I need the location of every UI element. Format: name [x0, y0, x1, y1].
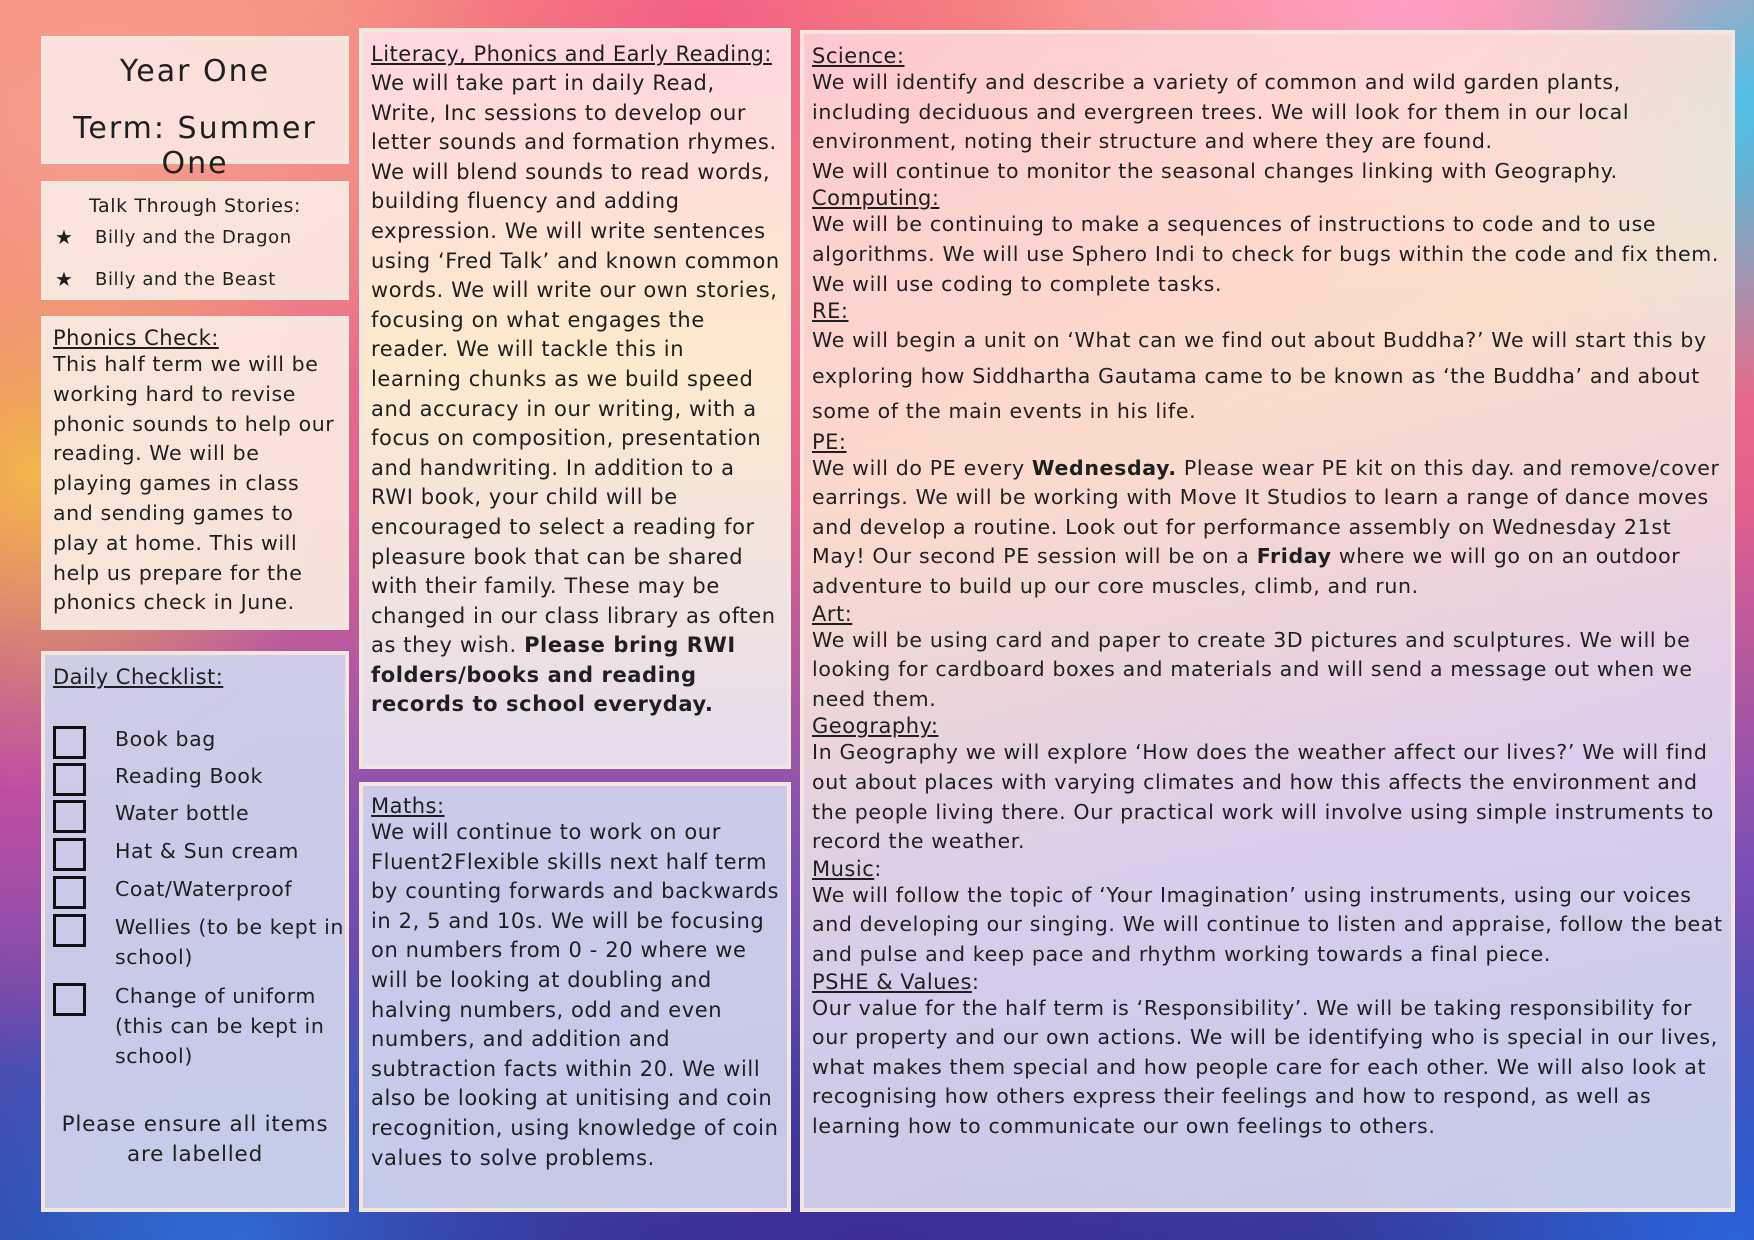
- pshe-colon: :: [971, 969, 979, 994]
- maths-panel: [359, 782, 791, 1212]
- pshe-text: Our value for the half term is ‘Responsibility’. We will be taking responsibility for our property and our own actions. We will be identifying who is special in our lives, what makes them special and how people care for each other. We will also look at recognising how others express their feelings and how to respond, as well as learning how to communicate our own feelings to others.: [812, 995, 1718, 1138]
- checklist-heading: Daily Checklist:: [53, 665, 224, 689]
- checkbox[interactable]: [53, 726, 86, 759]
- checklist-panel: [41, 651, 349, 1212]
- pshe-section: [812, 970, 1727, 1142]
- pshe-heading: PSHE & Values: [812, 969, 972, 994]
- maths-heading: Maths:: [371, 794, 445, 818]
- story-item: [55, 225, 292, 249]
- pe-day-2: Friday: [1256, 544, 1332, 569]
- title-panel: [41, 36, 349, 181]
- computing-section: [812, 186, 1727, 299]
- story-label: Billy and the Beast: [95, 268, 276, 290]
- pe-heading: PE:: [812, 429, 847, 454]
- checkbox[interactable]: [53, 876, 86, 909]
- checkbox[interactable]: [53, 838, 86, 871]
- story-item: [55, 267, 276, 291]
- literacy-text: [371, 69, 781, 720]
- art-section: [812, 602, 1727, 715]
- checklist-item[interactable]: [53, 912, 345, 969]
- phonics-text: This half term we will be working hard to revise phonic sounds to help our reading. We will be playing games in class and sending games to play at home. This will help us prepare for the phonics check in June.: [53, 352, 335, 615]
- literacy-body: We will take part in daily Read, Write, Inc sessions to develop our letter sounds and formation rhymes. We will blend sounds to read words, building fluency and adding expression. We will write sentences using ‘Fred Talk’ and known common words. We will write our own stories, focusing on what engages the reader. We will tackle this in learning chunks as we build speed and accuracy in our writing, with a focus on composition, presentation and handwriting. In addition to a RWI book, your child will be encouraged to select a reading for pleasure book that can be shared with their family. These may be changed in our class library as often as they wish.: [371, 71, 780, 658]
- checklist-item[interactable]: [53, 981, 325, 1068]
- checkbox[interactable]: [53, 914, 86, 947]
- science-text-2: We will continue to monitor the seasonal changes linking with Geography.: [812, 158, 1618, 183]
- phonics-heading: Phonics Check:: [53, 326, 219, 350]
- checklist-label: Change of uniform (this can be kept in school): [115, 984, 325, 1068]
- term-title: Term: Summer One: [73, 111, 317, 181]
- pe-day-1: Wednesday.: [1031, 455, 1177, 480]
- checkbox[interactable]: [53, 763, 86, 796]
- science-text: We will identify and describe a variety of common and wild garden plants, including deciduous and evergreen trees. We will look for them in our local environment, noting their structure and where they are found.: [812, 70, 1630, 154]
- computing-heading: Computing:: [812, 186, 940, 211]
- music-section: [812, 857, 1727, 970]
- stories-panel: [41, 181, 349, 300]
- checklist-label: Reading Book: [115, 764, 263, 788]
- checklist-label: Coat/Waterproof: [115, 877, 293, 901]
- music-colon: :: [874, 856, 882, 881]
- re-heading: RE:: [812, 299, 849, 324]
- science-section: [812, 44, 1727, 186]
- pe-text: [812, 454, 1727, 602]
- checklist-label: Wellies (to be kept in school): [115, 915, 345, 969]
- literacy-heading: Literacy, Phonics and Early Reading:: [371, 42, 772, 66]
- music-heading: Music: [812, 856, 875, 881]
- literacy-panel: [359, 28, 791, 769]
- checklist-item[interactable]: [53, 874, 293, 909]
- checklist-item[interactable]: [53, 836, 299, 871]
- checklist-label: Water bottle: [115, 801, 250, 825]
- labelled-note: Please ensure all items are labelled: [61, 1112, 329, 1167]
- pe-text-a: We will do PE every: [812, 455, 1032, 480]
- music-heading-line: [812, 857, 1727, 881]
- checklist-item[interactable]: [53, 798, 250, 833]
- pe-text-b: Please wear PE kit on this day. and remove/cover earrings. We will be working with Move It Studios to learn a range of dance moves and develop a routine. Look out for performance assembly on Wednesday 21st May! Our second PE session will be on a: [812, 455, 1720, 569]
- star-icon: ★: [55, 267, 74, 291]
- topics-panel: [800, 30, 1735, 1212]
- re-section: [812, 299, 1727, 430]
- checkbox[interactable]: [53, 983, 86, 1016]
- checkbox[interactable]: [53, 800, 86, 833]
- geography-section: [812, 714, 1727, 856]
- pe-text-c: where we will go on an outdoor adventure to build up our core muscles, climb, and run.: [812, 544, 1681, 599]
- checklist-item[interactable]: [53, 724, 216, 759]
- geography-text: In Geography we will explore ‘How does the weather affect our lives?’ We will find out about places with varying climates and how this affects the environment and the people living there. Our practical work will involve using simple instruments to record the weather.: [812, 740, 1714, 854]
- star-icon: ★: [55, 225, 74, 249]
- geography-heading: Geography:: [812, 714, 939, 739]
- year-title: Year One: [119, 54, 271, 89]
- pshe-heading-line: [812, 970, 1727, 994]
- checklist-item[interactable]: [53, 761, 263, 796]
- science-heading: Science:: [812, 44, 905, 68]
- music-text: We will follow the topic of ‘Your Imagination’ using instruments, using our voices and developing our singing. We will continue to listen and appraise, follow the beat and pulse and keep pace and rhythm working towards a final piece.: [812, 882, 1723, 966]
- art-heading: Art:: [812, 601, 853, 626]
- computing-text: We will be continuing to make a sequences of instructions to code and to use algorithms. We will use Sphero Indi to check for bugs within the code and fix them. We will use coding to complete tasks.: [812, 212, 1720, 296]
- stories-heading: Talk Through Stories:: [88, 195, 302, 217]
- pe-section: [812, 430, 1727, 602]
- literacy-reminder: Please bring RWI folders/books and reading records to school everyday.: [371, 633, 736, 717]
- maths-text: We will continue to work on our Fluent2Flexible skills next half term by counting forwards and backwards in 2, 5 and 10s. We will be focusing on numbers from 0 - 20 where we will be looking at doubling and halving numbers, odd and even numbers, and addition and subtraction facts within 20. We will also be looking at unitising and coin recognition, using knowledge of coin values to solve problems.: [371, 820, 780, 1170]
- art-text: We will be using card and paper to create 3D pictures and sculptures. We will be looking for cardboard boxes and materials and will send a message out when we need them.: [812, 627, 1693, 711]
- phonics-panel: [41, 316, 349, 630]
- re-text: We will begin a unit on ‘What can we find out about Buddha?’ We will start this by exploring how Siddhartha Gautama came to be known as ‘the Buddha’ and about some of the main events in his life.: [812, 328, 1707, 424]
- checklist-label: Book bag: [115, 727, 216, 751]
- checklist-label: Hat & Sun cream: [115, 839, 299, 863]
- story-label: Billy and the Dragon: [95, 226, 292, 248]
